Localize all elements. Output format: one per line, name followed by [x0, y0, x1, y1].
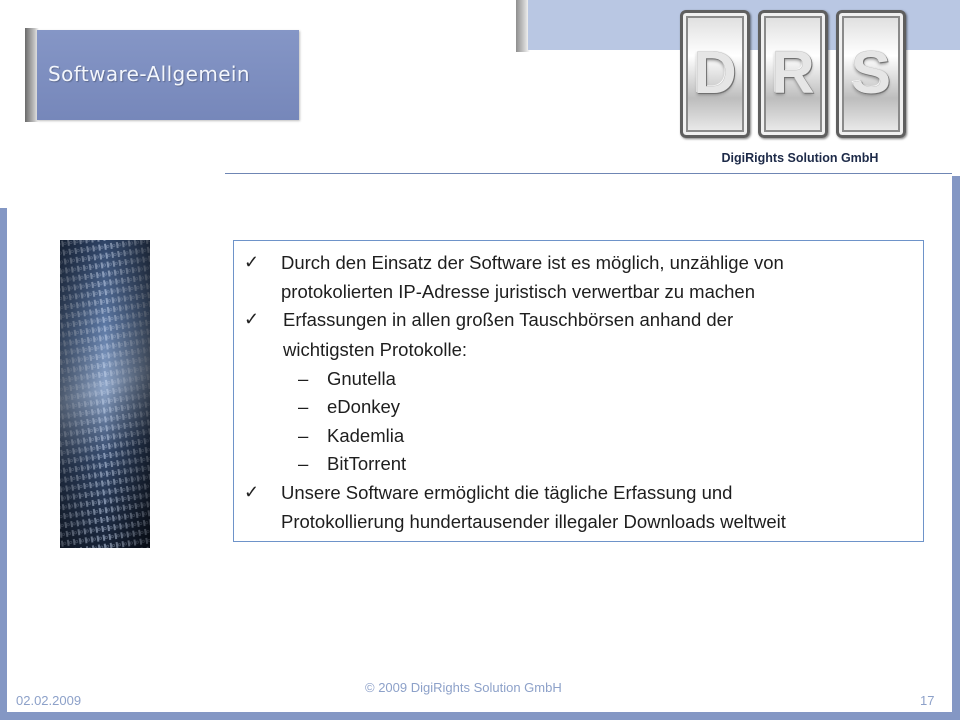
- sub-item-text: eDonkey: [327, 396, 401, 417]
- dash-icon: –: [298, 425, 309, 446]
- checkmark-icon: ✓: [244, 309, 260, 329]
- page-number: 17: [920, 693, 935, 708]
- footer-copyright: © 2009 DigiRights Solution GmbH: [365, 680, 562, 695]
- sub-item-text: Kademlia: [327, 425, 405, 446]
- logo-tile-r: [758, 10, 828, 138]
- checkmark-icon: ✓: [244, 482, 260, 502]
- sub-item-text: BitTorrent: [327, 453, 407, 474]
- bullet-text: Durch den Einsatz der Software ist es möglich, unzählige von: [281, 252, 784, 273]
- right-frame-bar: [952, 176, 960, 720]
- binary-pattern-icon: [60, 240, 150, 548]
- binary-code-image: [60, 240, 150, 548]
- slide-title: Software-Allgemein: [48, 62, 250, 86]
- bullet-text: Protokollierung hundertausender illegaler Downloads weltweit: [281, 511, 786, 532]
- bullet-text: wichtigsten Protokolle:: [283, 339, 468, 360]
- logo-caption: DigiRights Solution GmbH: [721, 151, 879, 165]
- dash-icon: –: [298, 396, 309, 417]
- bullet-text: Unsere Software ermöglicht die tägliche Erfassung und: [281, 482, 733, 503]
- logo-letter: D: [693, 39, 737, 106]
- footer-date: 02.02.2009: [16, 693, 82, 708]
- header-divider: [225, 173, 952, 174]
- logo-letter: R: [771, 39, 815, 106]
- logo-tile-s: [836, 10, 906, 138]
- logo-letter: S: [850, 39, 892, 106]
- content-box: [233, 240, 924, 542]
- sub-item-text: Gnutella: [327, 368, 396, 389]
- left-frame-bar: [0, 208, 7, 720]
- dash-icon: –: [298, 368, 309, 389]
- logo-tile-d: [680, 10, 750, 138]
- bullet-text: protokolierten IP-Adresse juristisch verwertbar zu machen: [281, 281, 755, 302]
- checkmark-icon: ✓: [244, 252, 260, 272]
- bottom-frame-bar: [0, 712, 960, 720]
- bullet-text: Erfassungen in allen großen Tauschbörsen anhand der: [283, 309, 734, 330]
- dash-icon: –: [298, 453, 309, 474]
